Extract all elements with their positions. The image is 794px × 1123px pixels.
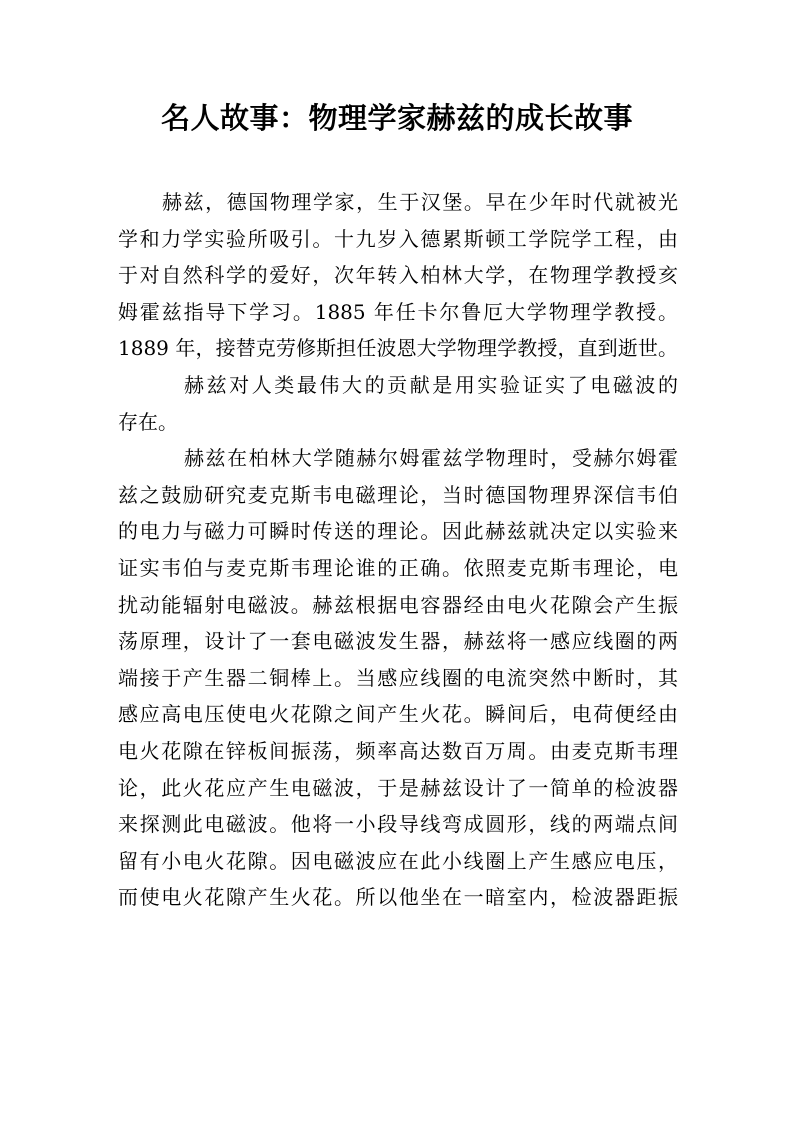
text-line: 论，此火花应产生电磁波，于是赫兹设计了一简单的检波器 bbox=[118, 775, 678, 800]
text-line: 赫兹在柏林大学随赫尔姆霍兹学物理时，受赫尔姆霍 bbox=[184, 446, 678, 471]
document-body bbox=[118, 184, 678, 916]
text-line: 赫兹，德国物理学家，生于汉堡。早在少年时代就被光 bbox=[162, 190, 678, 214]
text-line: 扰动能辐射电磁波。赫兹根据电容器经由电火花隙会产生振 bbox=[118, 592, 678, 617]
text-line: 来探测此电磁波。他将一小段导线弯成圆形，线的两端点间 bbox=[118, 812, 678, 837]
text-line: 存在。 bbox=[118, 409, 178, 434]
text-line: 学和力学实验所吸引。十九岁入德累斯顿工学院学工程，由 bbox=[118, 226, 678, 251]
paragraph-contribution bbox=[118, 367, 678, 440]
text-line: 1889 年，接替克劳修斯担任波恩大学物理学教授，直到逝世。 bbox=[118, 336, 678, 361]
text-line: 端接于产生器二铜棒上。当感应线圈的电流突然中断时，其 bbox=[118, 665, 678, 690]
text-line: 兹之鼓励研究麦克斯韦电磁理论，当时德国物理界深信韦伯 bbox=[118, 482, 678, 507]
text-line: 荡原理，设计了一套电磁波发生器，赫兹将一感应线圈的两 bbox=[118, 629, 678, 654]
paragraph-experiment bbox=[118, 440, 678, 916]
text-line: 留有小电火花隙。因电磁波应在此小线圈上产生感应电压， bbox=[118, 848, 678, 873]
text-line: 赫兹对人类最伟大的贡献是用实验证实了电磁波的 bbox=[184, 372, 678, 397]
text-line: 姆霍兹指导下学习。1885 年任卡尔鲁厄大学物理学教授。 bbox=[118, 299, 678, 324]
text-line: 感应高电压使电火花隙之间产生火花。瞬间后，电荷便经由 bbox=[118, 702, 678, 727]
paragraph-intro bbox=[118, 184, 678, 367]
text-line: 证实韦伯与麦克斯韦理论谁的正确。依照麦克斯韦理论，电 bbox=[118, 555, 678, 580]
text-line: 的电力与磁力可瞬时传送的理论。因此赫兹就决定以实验来 bbox=[118, 519, 678, 544]
text-line: 而使电火花隙产生火花。所以他坐在一暗室内，检波器距振 bbox=[118, 885, 678, 910]
text-line: 于对自然科学的爱好，次年转入柏林大学，在物理学教授亥 bbox=[118, 263, 678, 288]
page-title: 名人故事：物理学家赫兹的成长故事 bbox=[160, 101, 633, 135]
text-line: 电火花隙在锌板间振荡，频率高达数百万周。由麦克斯韦理 bbox=[118, 738, 678, 763]
